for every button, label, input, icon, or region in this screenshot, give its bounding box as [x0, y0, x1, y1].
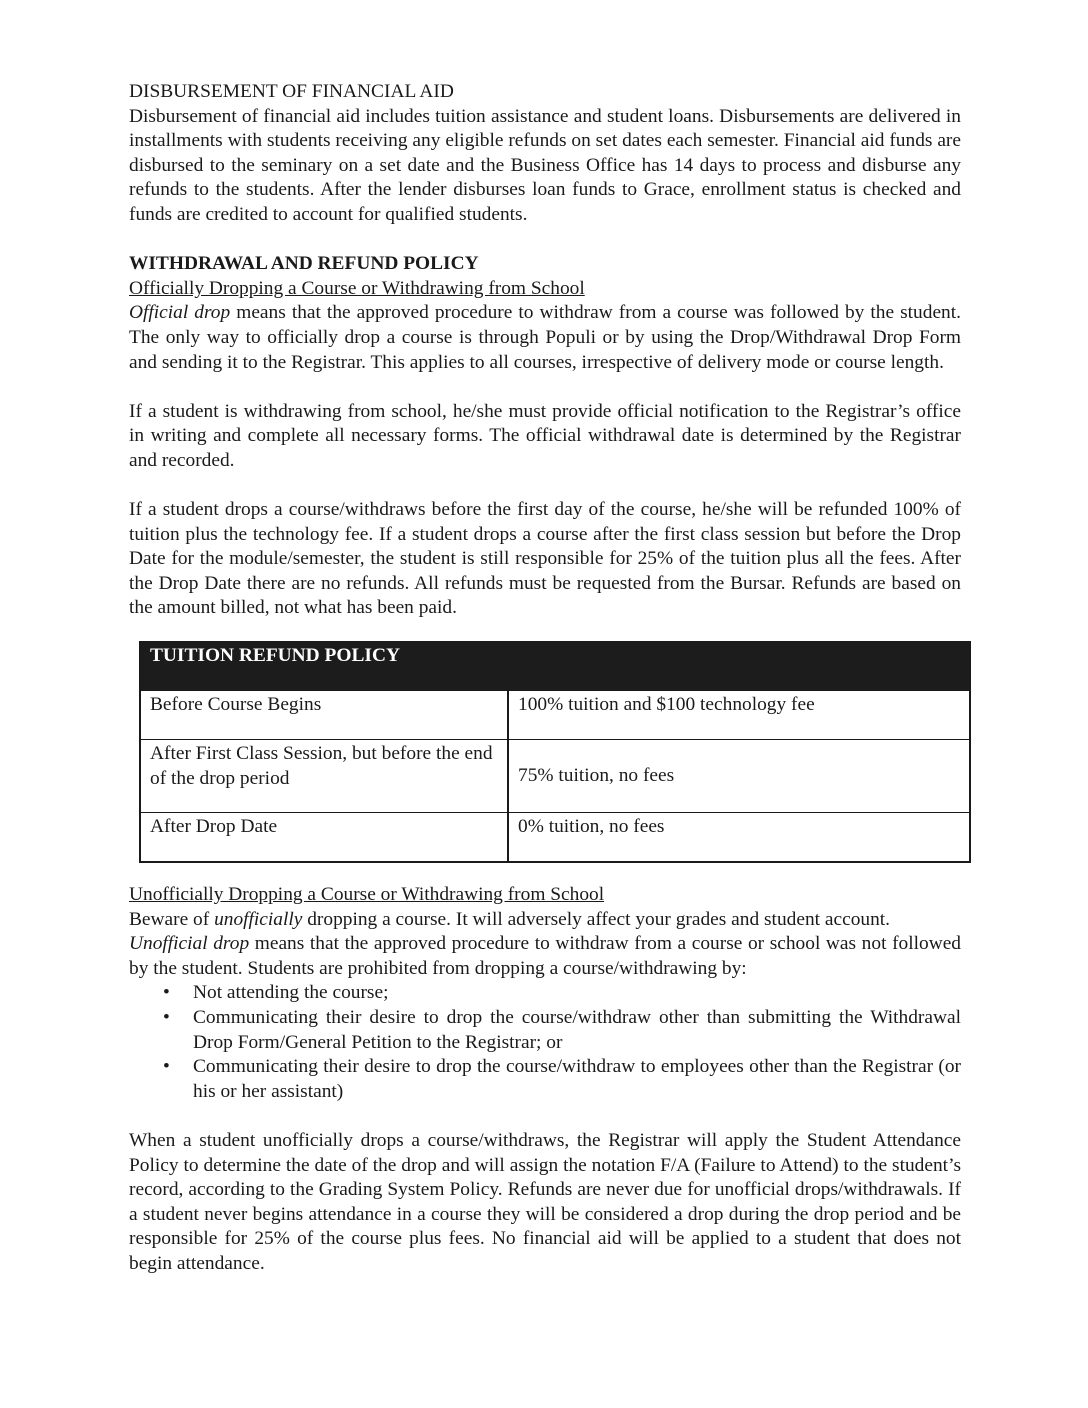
table-row: [140, 691, 970, 740]
official-drop-paragraph: [129, 301, 961, 375]
table-row: [140, 813, 970, 863]
official-drop-body: means that the approved procedure to withdraw from a course was followed by the student. The only way to officially drop a course is through Populi or by using the Drop/Withdrawal Drop Form and sending it to the Registrar. This applies to all courses, irrespective of delivery mode or course length.: [129, 302, 961, 373]
unofficial-drop-subheading: Unofficially Dropping a Course or Withdrawing from School: [129, 884, 605, 906]
beware-emphasis: unofficially: [214, 908, 303, 930]
withdrawal-heading: WITHDRAWAL AND REFUND POLICY: [129, 253, 479, 275]
beware-prefix: Beware of: [129, 908, 215, 930]
unofficial-drop-term: Unofficial drop: [129, 933, 250, 955]
disbursement-heading: DISBURSEMENT OF FINANCIAL AID: [129, 81, 454, 102]
table-cell-refund: 75% tuition, no fees: [508, 740, 970, 813]
official-drop-term: Official drop: [129, 302, 231, 324]
list-item: [163, 1006, 961, 1055]
disbursement-paragraph: Disbursement of financial aid includes tuition assistance and student loans. Disbursements are delivered in installments with students receiving any eligible refunds on set dates each semester. Financial aid funds are disbursed to the seminary on a set date and the Business Office has 14 days to process and disburse any refunds to the students. After the lender disburses loan funds to Grace, enrollment status is checked and funds are credited to account for qualified students.: [129, 105, 961, 225]
bullet-icon: •: [163, 1056, 170, 1078]
official-drop-subheading: Officially Dropping a Course or Withdrawing from School: [129, 277, 585, 299]
table-cell-refund: 0% tuition, no fees: [508, 813, 970, 863]
list-item: [163, 1055, 961, 1104]
unofficial-drop-paragraph: [129, 932, 961, 981]
beware-line: [129, 908, 961, 933]
unofficial-drop-body: means that the approved procedure to withdraw from a course or school was not followed by the student. Students are prohibited from dropping a course/withdrawing by:: [129, 933, 961, 979]
unofficial-consequences-paragraph: When a student unofficially drops a course/withdraws, the Registrar will apply the Student Attendance Policy to determine the date of the drop and will assign the notation F/A (Failure to Attend) to the student’s record, according to the Grading System Policy. Refunds are never due for unofficial drops/withdrawals. If a student never begins attendance in a course they will be considered a drop during the drop period and be responsible for 25% of the course plus fees. No financial aid will be applied to a student that does not begin attendance.: [129, 1130, 961, 1274]
bullet-icon: •: [163, 1007, 170, 1029]
list-item-text: Not attending the course;: [193, 982, 389, 1004]
table-row: [140, 740, 970, 813]
table-cell-when: After First Class Session, but before the end of the drop period: [140, 740, 508, 813]
table-title: TUITION REFUND POLICY: [140, 642, 970, 691]
bullet-icon: •: [163, 982, 170, 1004]
tuition-refund-table: [139, 641, 971, 863]
list-item: [163, 981, 961, 1006]
list-item-text: Communicating their desire to drop the course/withdraw to employees other than the Registrar (or his or her assistant): [193, 1056, 961, 1102]
beware-suffix: dropping a course. It will adversely affect your grades and student account.: [302, 908, 891, 930]
table-cell-when: After Drop Date: [140, 813, 508, 863]
table-cell-refund: 100% tuition and $100 technology fee: [508, 691, 970, 740]
document-page: [129, 80, 961, 1277]
prohibited-actions-list: [129, 981, 961, 1104]
table-cell-when: Before Course Begins: [140, 691, 508, 740]
refund-explanation-paragraph: If a student drops a course/withdraws before the first day of the course, he/she will be refunded 100% of tuition plus the technology fee. If a student drops a course after the first class session but before the Drop Date for the module/semester, the student is still responsible for 25% of the tuition plus all the fees. After the Drop Date there are no refunds. All refunds must be requested from the Bursar. Refunds are based on the amount billed, not what has been paid.: [129, 499, 961, 619]
withdrawal-school-paragraph: If a student is withdrawing from school, he/she must provide official notification to the Registrar’s office in writing and complete all necessary forms. The official withdrawal date is determined by the Registrar and recorded.: [129, 400, 961, 471]
list-item-text: Communicating their desire to drop the course/withdraw other than submitting the Withdrawal Drop Form/General Petition to the Registrar; or: [193, 1007, 961, 1053]
